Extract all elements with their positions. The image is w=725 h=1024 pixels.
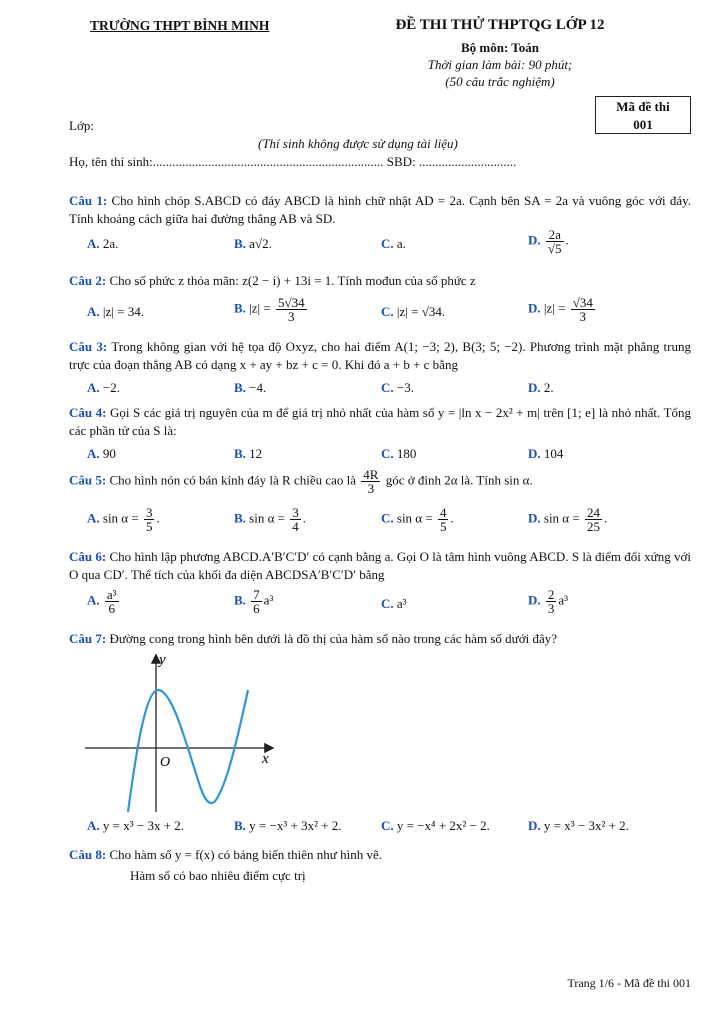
question-label: Câu 7:	[69, 631, 107, 646]
option-label: D.	[528, 592, 541, 608]
option-label: C.	[381, 510, 394, 526]
option-label: D.	[528, 446, 541, 461]
question-label: Câu 6:	[69, 549, 107, 564]
option-value: y = −x³ + 3x² + 2.	[249, 818, 342, 833]
option-label: A.	[87, 380, 100, 395]
option-value: a√2.	[249, 236, 272, 251]
no-documents-note: (Thí sinh không được sử dụng tài liệu)	[258, 136, 458, 151]
option-value: −4.	[249, 380, 267, 395]
options-q2	[0, 294, 725, 330]
fraction-denominator: √5	[547, 241, 562, 256]
origin-label: O	[160, 755, 171, 770]
option-value: −3.	[396, 380, 414, 395]
question-text: Cho hàm số y = f(x) có bảng biến thiên như hình vẽ.	[109, 847, 382, 862]
fraction-denominator: 5	[439, 519, 447, 534]
question-label: Câu 4:	[69, 405, 107, 420]
option-label: A.	[87, 592, 100, 608]
option-value: 90	[102, 446, 116, 461]
question-text: Cho số phức z thỏa mãn: z(2 − i) + 13i = 1. Tính mođun của số phức z	[109, 273, 476, 288]
options-q4	[0, 446, 725, 466]
option-label: D.	[528, 300, 541, 316]
fraction-denominator: 25	[586, 519, 600, 534]
fraction-numerator: 3	[145, 505, 153, 520]
option-label: A.	[87, 236, 100, 251]
question-text: góc ở đỉnh 2α là. Tính sin α.	[385, 472, 533, 488]
question-text: Trong không gian với hệ tọa độ Oxyz, cho hai điểm A(1; −3; 2), B(3; 5; −2). Phương trình mặt phẳng trung trực của đoạn thẳng AB có dạng x + ay + bz + c = 0. Khi đó a + b + c bằng	[69, 339, 691, 372]
option-value: sin α =	[249, 510, 285, 526]
option-label: B.	[234, 592, 246, 608]
option-value: y = x³ − 3x + 2.	[102, 818, 185, 833]
option-value: 12	[249, 446, 263, 461]
question-label: Câu 1:	[69, 193, 108, 208]
option-value: 180	[396, 446, 417, 461]
question-1	[69, 192, 691, 228]
question-label: Câu 3:	[69, 339, 108, 354]
question-4	[69, 404, 691, 440]
fraction-numerator: 2	[547, 587, 555, 602]
question-text: Cho hình lập phương ABCD.A′B′C′D′ có cạnh bằng a. Gọi O là tâm hình vuông ABCD. S là điểm đối xứng với O qua CD′. Thể tích của khối đa diện ABCDSA′B′C′D′ bằng	[69, 549, 691, 582]
school-name: TRƯỜNG THPT BÌNH MINH	[90, 18, 270, 33]
option-label: B.	[234, 236, 246, 251]
option-label: A.	[87, 510, 100, 526]
option-value: a³	[558, 592, 569, 608]
candidate-name-line: Họ, tên thí sinh:....................................................................... SBD: ..............................	[69, 154, 517, 169]
option-label: C.	[381, 304, 394, 319]
question-label: Câu 5:	[69, 472, 107, 488]
option-value: 2.	[543, 380, 554, 395]
option-value: sin α =	[102, 510, 139, 526]
option-value: |z| = 34.	[102, 304, 144, 319]
option-value: −2.	[102, 380, 120, 395]
question-text: Gọi S các giá trị nguyên của m để giá trị nhỏ nhất của hàm số y = |ln x − 2x² + m| trên [1; e] là nhỏ nhất. Tổng các phần tử của S là:	[69, 405, 692, 438]
option-label: C.	[381, 446, 394, 461]
fraction-numerator: 5√34	[277, 295, 305, 310]
question-label: Câu 2:	[69, 273, 107, 288]
fraction-denominator: 3	[547, 601, 555, 616]
option-value: a³	[263, 592, 274, 608]
question-text: Đường cong trong hình bên dưới là đồ thị của hàm số nào trong các hàm số dưới đây?	[109, 631, 558, 646]
fraction-numerator: 4R	[363, 467, 379, 482]
cubic-curve	[128, 690, 248, 812]
fraction-denominator: 6	[253, 601, 260, 616]
subject: Bộ môn: Toán	[460, 40, 540, 55]
option-value: 2a.	[102, 236, 119, 251]
fraction-denominator: 6	[108, 601, 115, 616]
option-label: A.	[87, 304, 100, 319]
exam-code-label: Mã đề thi	[616, 99, 670, 114]
option-label: A.	[87, 818, 100, 833]
exam-code-box	[595, 96, 691, 134]
option-value: sin α =	[543, 510, 580, 526]
class-label: Lớp:	[69, 118, 94, 133]
option-value: y = x³ − 3x² + 2.	[543, 818, 629, 833]
question-text: Cho hình nón có bán kính đáy là R chiều cao là	[109, 472, 357, 488]
option-label: B.	[234, 818, 246, 833]
option-label: B.	[234, 510, 246, 526]
question-3	[69, 338, 691, 374]
duration: Thời gian làm bài: 90 phút;	[427, 57, 573, 72]
page-footer: Trang 1/6 - Mã đề thi 001	[567, 976, 691, 990]
question-count: (50 câu trắc nghiệm)	[445, 74, 555, 89]
option-value: a³	[396, 596, 407, 611]
option-value: |z| =	[543, 300, 566, 316]
option-label: C.	[381, 596, 394, 611]
y-axis-label: y	[159, 652, 166, 668]
option-value: a.	[396, 236, 406, 251]
option-value: |z| =	[249, 300, 271, 316]
question-5	[69, 468, 691, 495]
option-value: sin α =	[396, 510, 433, 526]
question-7	[69, 630, 691, 648]
option-label: A.	[87, 446, 100, 461]
fraction-denominator: 5	[145, 519, 153, 534]
option-label: B.	[234, 380, 246, 395]
question-2	[69, 272, 691, 290]
fraction-denominator: 3	[367, 481, 375, 496]
fraction-numerator: 24	[586, 505, 600, 520]
option-label: D.	[528, 818, 541, 833]
question-label: Câu 8:	[69, 847, 107, 862]
question-6	[69, 548, 691, 584]
fraction-numerator: a³	[106, 587, 117, 602]
fraction-numerator: 4	[439, 505, 447, 520]
option-label: D.	[528, 510, 541, 526]
options-q3	[0, 380, 725, 400]
option-label: C.	[381, 380, 394, 395]
option-label: B.	[234, 300, 246, 316]
exam-code-value: 001	[633, 117, 653, 132]
option-value: y = −x⁴ + 2x² − 2.	[396, 818, 490, 833]
fraction-denominator: 4	[292, 519, 299, 534]
option-label: D.	[528, 232, 541, 248]
x-axis-label: x	[262, 751, 269, 767]
fraction-numerator: 2a	[546, 228, 564, 242]
option-label: C.	[381, 236, 394, 251]
option-label: B.	[234, 446, 246, 461]
question-8-subtext: Hàm số có bao nhiêu điểm cực trị	[130, 868, 306, 883]
question-8	[69, 846, 691, 864]
options-q7	[0, 818, 725, 838]
fraction-numerator: √34	[572, 295, 593, 310]
exam-title: ĐỀ THI THỬ THPTQG LỚP 12	[395, 17, 605, 33]
fraction-denominator: 3	[288, 309, 295, 324]
fraction-denominator: 3	[579, 309, 587, 324]
options-q6	[0, 588, 725, 624]
fraction-numerator: 7	[253, 587, 260, 602]
option-value: |z| = √34.	[396, 304, 446, 319]
option-label: D.	[528, 380, 541, 395]
fraction-numerator: 3	[292, 505, 299, 520]
options-q5: A. sin α = $\frac{3}{5}$ . B. sin α = $\frac{3}{4}$ . C. sin α = $\frac{4}{5}$ . D. sin α = $\frac{24}{25}$ .	[87, 505, 608, 534]
function-graph	[80, 650, 280, 814]
options-q1: A. 2a. B. a√2. C. a. D. $\frac{2a}{√5}$ .	[87, 227, 569, 256]
option-value: 104	[543, 446, 564, 461]
option-label: C.	[381, 818, 394, 833]
question-text: Cho hình chóp S.ABCD có đáy ABCD là hình chữ nhật AD = 2a. Cạnh bên SA = 2a và vuông góc với đáy. Tính khoảng cách giữa hai đường thẳng AB và SD.	[69, 193, 692, 226]
